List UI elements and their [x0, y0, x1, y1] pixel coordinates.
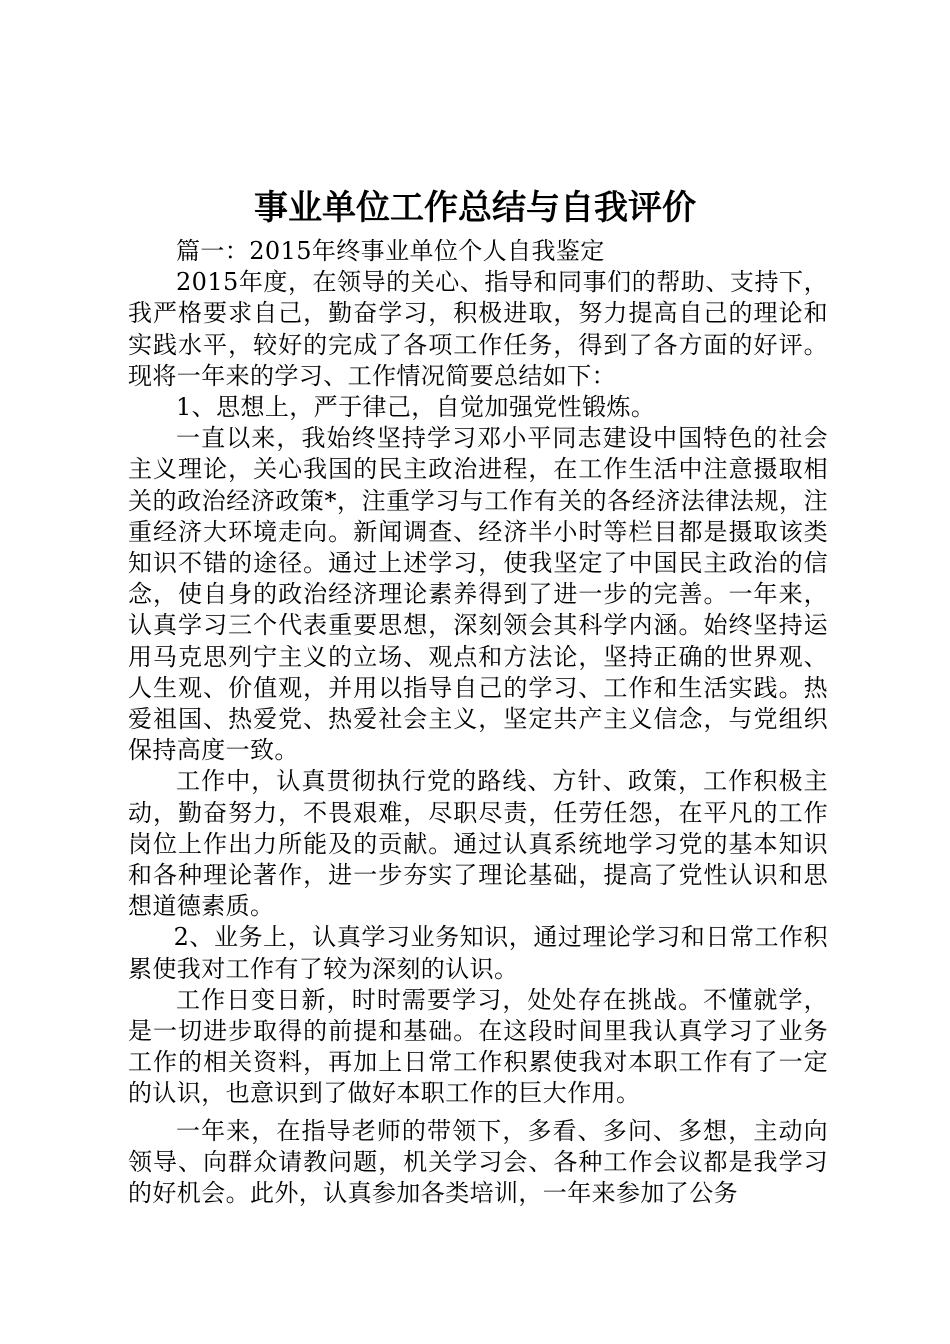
section-heading: 篇一：2015年终事业单位个人自我鉴定 [176, 237, 605, 265]
paragraph: 工作中，认真贯彻执行党的路线、方针、政策，工作积极主动，勤奋努力，不畏艰难，尽职尽责，任劳任怨，在平凡的工作岗位上作出力所能及的贡献。通过认真系统地学习党的基本知识和各种理论著作，进一步夯实了理论基础，提高了党性认识和思想道德素质。 [128, 767, 828, 921]
paragraph: 一年来，在指导老师的带领下，多看、多问、多想，主动向领导、向群众请教问题，机关学习会、各种工作会议都是我学习的好机会。此外，认真参加各类培训，一年来参加了公务 [128, 1116, 828, 1208]
paragraph: 一直以来，我始终坚持学习邓小平同志建设中国特色的社会主义理论，关心我国的民主政治进程，在工作生活中注意摄取相关的政治经济政策*，注重学习与工作有关的各经济法律法规，注重经济大环境走向。新闻调查、经济半小时等栏目都是摄取该类知识不错的途径。通过上述学习，使我坚定了中国民主政治的信念，使自身的政治经济理论素养得到了进一步的完善。一年来，认真学习三个代表重要思想，深刻领会其科学内涵。始终坚持运用马克思列宁主义的立场、观点和方法论，坚持正确的世界观、人生观、价值观，并用以指导自己的学习、工作和生活实践。热爱祖国、热爱党、热爱社会主义，坚定共产主义信念，与党组织保持高度一致。 [128, 424, 828, 765]
paragraph-heading: 1、思想上，严于律己，自觉加强党性锻炼。 [176, 393, 656, 422]
document-title: 事业单位工作总结与自我评价 [254, 188, 696, 228]
paragraph: 2015年度，在领导的关心、指导和同事们的帮助、支持下，我严格要求自己，勤奋学习，积极进取，努力提高自己的理论和实践水平，较好的完成了各项工作任务，得到了各方面的好评。现将一年来的学习、工作情况简要总结如下： [128, 268, 828, 390]
document-body [128, 236, 828, 1209]
paragraph-heading: 2、业务上，认真学习业务知识，通过理论学习和日常工作积累使我对工作有了较为深刻的认识。 [128, 923, 828, 983]
paragraph: 工作日变日新，时时需要学习，处处存在挑战。不懂就学，是一切进步取得的前提和基础。在这段时间里我认真学习了业务工作的相关资料，再加上日常工作积累使我对本职工作有了一定的认识，也意识到了做好本职工作的巨大作用。 [128, 985, 828, 1108]
